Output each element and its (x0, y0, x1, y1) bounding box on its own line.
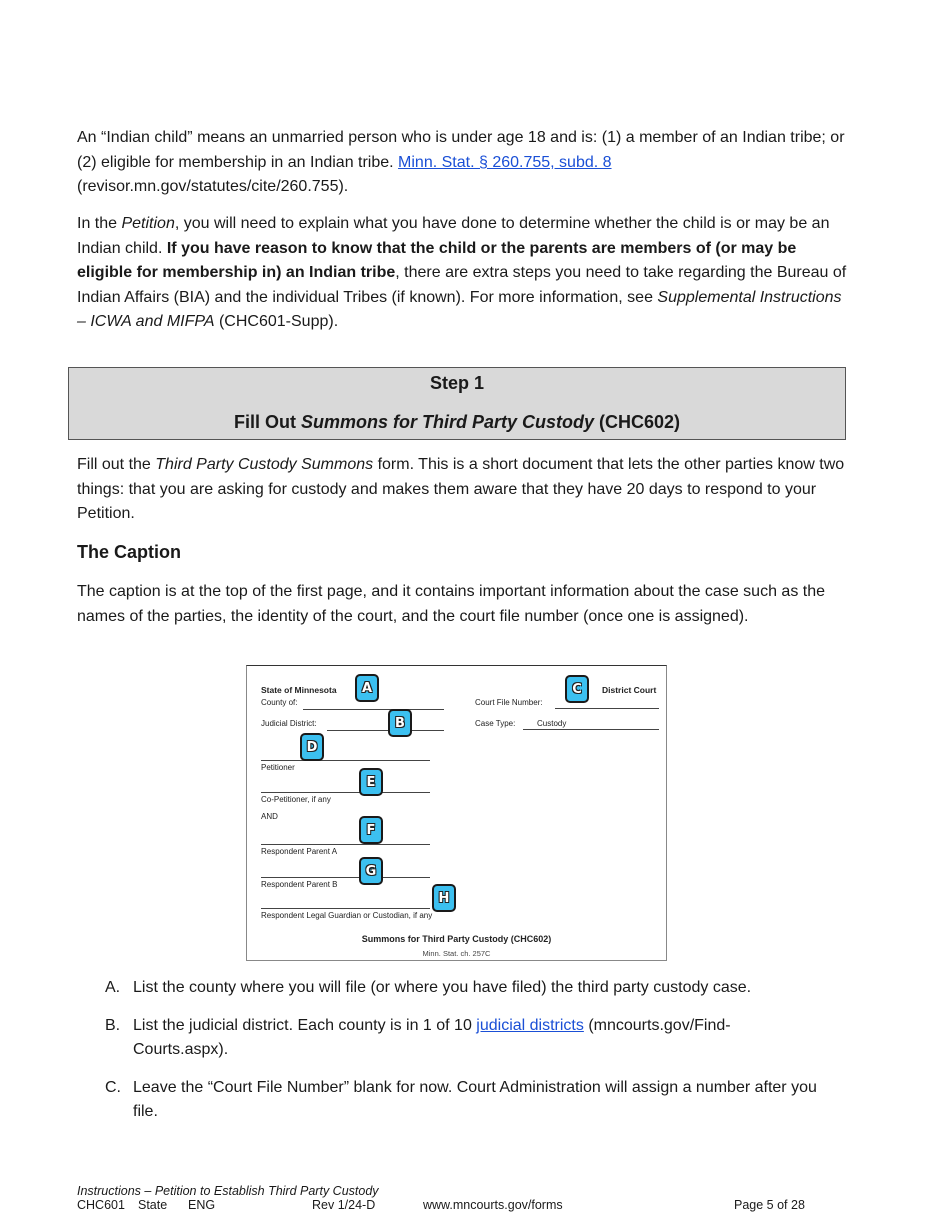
form-caption-image (246, 665, 667, 961)
form-and: AND (261, 812, 278, 821)
petitioner-line (261, 760, 430, 761)
page-footer (77, 1184, 817, 1216)
list-item-b (105, 1014, 825, 1063)
para-text: (CHC601-Supp). (214, 313, 339, 331)
para-italic: Supplemental Instructions – ICWA and MIFPA (77, 288, 842, 331)
badge-a: A (355, 674, 379, 702)
judicial-districts-link[interactable]: judicial districts (476, 1016, 584, 1034)
court-file-line (555, 708, 659, 709)
form-resp-a: Respondent Parent A (261, 847, 338, 856)
footer-row (77, 1198, 817, 1216)
step-1-box (68, 367, 846, 440)
para-text: Fill out the (77, 456, 156, 473)
step-title (69, 412, 845, 433)
instruction-list (105, 976, 825, 1138)
fill-out-paragraph (77, 453, 847, 527)
badge-g: G (359, 857, 383, 885)
co-petitioner-line (261, 792, 430, 793)
form-case-type-label: Case Type: (475, 719, 516, 728)
form-resp-guardian: Respondent Legal Guardian or Custodian, if any (261, 911, 433, 920)
list-marker: B. (105, 1016, 121, 1034)
badge-e: E (359, 768, 383, 796)
form-co-petitioner: Co-Petitioner, if any (261, 795, 331, 804)
footer-title: Instructions – Petition to Establish Third Party Custody (77, 1184, 379, 1198)
list-item-c (105, 1076, 825, 1125)
petition-paragraph (77, 212, 847, 335)
badge-f: F (359, 816, 383, 844)
form-state: State of Minnesota (261, 685, 337, 695)
form-court-file-label: Court File Number: (475, 698, 543, 707)
form-case-type-value: Custody (537, 719, 567, 728)
list-text: List the judicial district. Each county is in 1 of 10 (133, 1016, 477, 1034)
form-petitioner: Petitioner (261, 763, 295, 772)
resp-b-line (261, 877, 430, 878)
caption-heading: The Caption (77, 542, 181, 562)
form-resp-b: Respondent Parent B (261, 880, 338, 889)
form-district-label: Judicial District: (261, 719, 317, 728)
para-bold: If you have reason to know that the child or the parents are members of (or may be eligible for membership in) an Indian tribe (77, 239, 797, 282)
badge-c: C (565, 675, 589, 703)
para-text: An “Indian child” means an unmarried person who is under age 18 and is: (1) a member of an Indian tribe; or (2) eligible for membership in an Indian tribe. (77, 129, 845, 171)
step-title-italic: Summons for Third Party Custody (300, 412, 594, 432)
para-italic: Third Party Custody Summons (155, 456, 374, 473)
resp-a-line (261, 844, 430, 845)
list-marker: C. (105, 1078, 121, 1096)
form-title: Summons for Third Party Custody (CHC602) (361, 934, 552, 944)
list-text: List the county where you will file (or where you have filed) the third party custody case. (133, 979, 752, 996)
step-title-pre: Fill Out (233, 412, 301, 432)
district-line (327, 730, 444, 731)
step-number: Step 1 (429, 373, 485, 393)
list-text: Leave the “Court File Number” blank for now. Court Administration will assign a number after you file. (133, 1078, 817, 1121)
case-type-line (523, 729, 659, 730)
form-statute: Minn. Stat. ch. 257C (422, 949, 491, 958)
step-title-post: (CHC602) (594, 412, 681, 432)
para-text: form. This is a short document that lets the other parties know two things: that you are asking for custody and makes them aware that they have 20 days to respond to your Petition. (77, 456, 845, 523)
list-text: (mncourts.gov/Find-Courts.aspx). (133, 1016, 731, 1059)
county-line (303, 709, 444, 710)
footer-lang: ENG (188, 1198, 216, 1212)
resp-guardian-line (261, 908, 430, 909)
para-text: , there are extra steps you need to take regarding the Bureau of Indian Affairs (BIA) and the individual Tribes (if known). For more information, see (77, 264, 847, 306)
form-district-court: District Court (602, 685, 657, 695)
form-county-label: County of: (261, 698, 298, 707)
caption-paragraph: The caption is at the top of the first page, and it contains important information about the case such as the names of the parties, the identity of the court, and the court file number (once one is assigned). (77, 583, 825, 625)
badge-b: B (388, 709, 412, 737)
footer-url: www.mncourts.gov/forms (423, 1198, 563, 1212)
para-text: In the (77, 215, 122, 232)
indian-child-definition (77, 126, 847, 200)
badge-h: H (432, 884, 456, 912)
para-italic: Petition (121, 215, 175, 232)
footer-page: Page 5 of 28 (734, 1198, 805, 1212)
para-text: , you will need to explain what you have done to determine whether the child is or may be an Indian child. (77, 215, 830, 257)
footer-state: State (138, 1198, 168, 1212)
list-item-a (105, 976, 825, 1001)
list-marker: A. (105, 979, 121, 996)
para-text: (revisor.mn.gov/statutes/cite/260.755). (77, 178, 349, 196)
badge-d: D (300, 733, 324, 761)
footer-rev: Rev 1/24-D (312, 1198, 376, 1212)
footer-code: CHC601 (77, 1198, 125, 1212)
statute-link[interactable]: Minn. Stat. § 260.755, subd. 8 (398, 153, 612, 171)
